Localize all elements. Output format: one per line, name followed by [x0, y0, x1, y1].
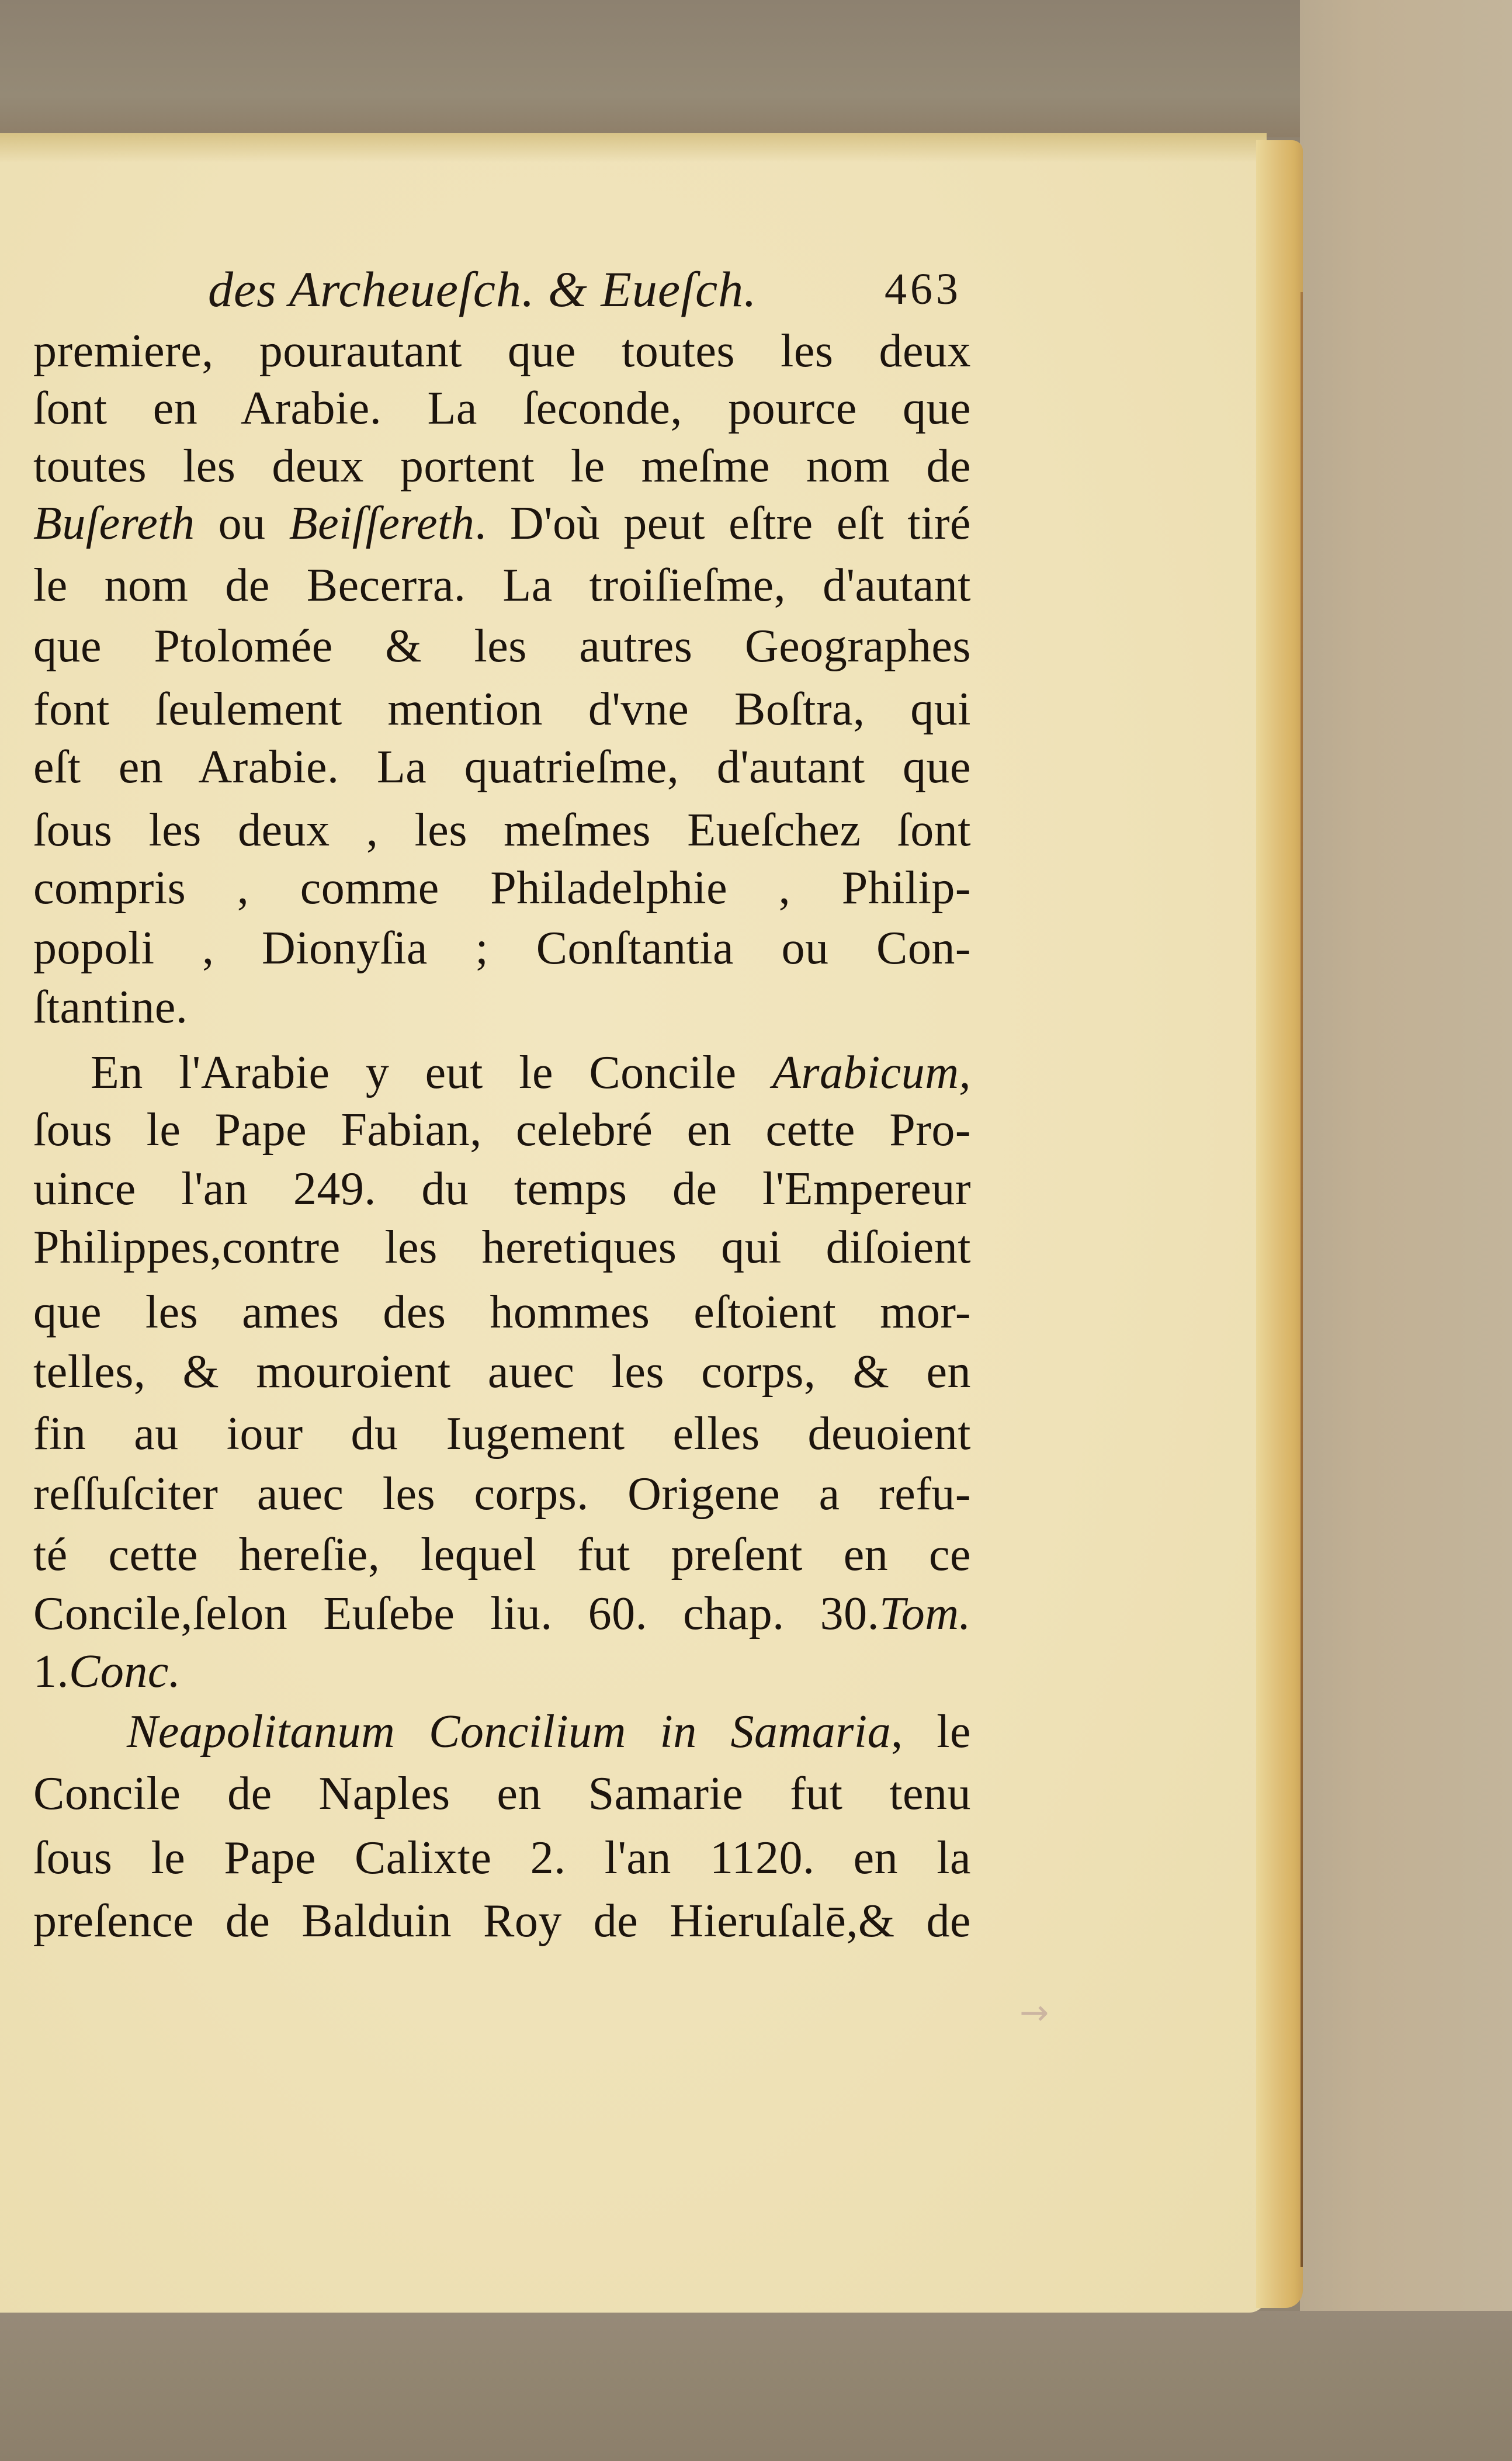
text-run: ſont en Arabie. La ſeconde, pource que: [33, 383, 971, 434]
text-line: [33, 1829, 971, 1887]
text-line: [33, 978, 971, 1037]
italic-text: Arabicum,: [772, 1047, 971, 1098]
running-header: [208, 254, 962, 324]
text-line: [33, 617, 971, 675]
text-run: ſous les deux , les meſmes Eueſchez ſont: [33, 805, 971, 856]
text-run: telles, & mouroient auec les corps, & en: [33, 1346, 971, 1398]
table-surface-top: [0, 0, 1512, 137]
text-line: [33, 1765, 971, 1823]
running-head-title: des Archeueſch. & Eueſch.: [208, 261, 757, 317]
text-run: popoli , Dionyſia ; Conſtantia ou Con-: [33, 923, 971, 974]
text-line: [33, 1405, 971, 1463]
text-line: [33, 919, 971, 978]
text-run: 1.: [33, 1646, 69, 1697]
ink-smudge-mark: →: [1019, 1992, 1049, 2033]
text-run: le nom de Becerra. La troiſieſme, d'autant: [33, 560, 971, 611]
page-number: 463: [885, 265, 962, 314]
text-line: [33, 1465, 971, 1523]
text-run: premiere, pourautant que toutes les deux: [33, 325, 971, 377]
text-line: [33, 1343, 971, 1401]
text-run: toutes les deux portent le meſme nom de: [33, 441, 971, 492]
text-line: [33, 437, 971, 495]
text-run: compris , comme Philadelphie , Philip-: [33, 862, 971, 914]
text-line: [33, 1101, 971, 1159]
text-run: que Ptolomée & les autres Geographes: [33, 621, 971, 672]
text-run: fin au iour du Iugement elles deuoient: [33, 1408, 971, 1460]
table-surface-bottom: [0, 2311, 1512, 2461]
text-line: [33, 1526, 971, 1584]
text-run: Philippes,contre les heretiques qui diſoient: [33, 1222, 971, 1273]
text-run: Concile de Naples en Samarie fut tenu: [33, 1768, 971, 1819]
text-line: [33, 801, 971, 859]
text-line: [33, 1283, 971, 1342]
italic-text: Tom.: [879, 1588, 971, 1639]
text-run: eſt en Arabie. La quatrieſme, d'autant que: [33, 741, 971, 793]
text-run: , le: [891, 1706, 972, 1758]
text-line: [91, 1044, 971, 1102]
italic-text: Neapolitanum Concilium in Samaria: [127, 1706, 892, 1758]
italic-text: Beiſſereth: [289, 498, 475, 549]
text-run: . D'où peut eſtre eſt tiré: [474, 498, 972, 549]
text-line: [33, 1160, 971, 1218]
text-run: Concile,ſelon Euſebe liu. 60. chap. 30.: [33, 1588, 880, 1639]
text-line: [33, 1585, 971, 1643]
text-run: uince l'an 249. du temps de l'Empereur: [33, 1163, 971, 1215]
text-line: [127, 1703, 971, 1761]
text-run: font ſeulement mention d'vne Boſtra, qui: [33, 684, 971, 735]
text-line: [33, 379, 971, 438]
text-run: preſence de Balduin Roy de Hieruſalē,& de: [33, 1895, 971, 1947]
text-line: [33, 859, 971, 917]
table-surface-right: [1300, 0, 1512, 2461]
text-run: ou: [195, 498, 289, 549]
text-line: [33, 494, 971, 553]
text-run: ſous le Pape Fabian, celebré en cette Pro-: [33, 1104, 971, 1156]
text-line: [33, 1642, 971, 1701]
page-fore-edge: [1256, 140, 1303, 2308]
text-line: [33, 738, 971, 796]
text-run: ſous le Pape Calixte 2. l'an 1120. en la: [33, 1832, 971, 1884]
text-run: té cette hereſie, lequel fut preſent en ce: [33, 1529, 971, 1580]
italic-text: Buſereth: [33, 498, 195, 549]
text-run: ſtantine.: [33, 982, 188, 1033]
text-line: [33, 556, 971, 615]
text-run: En l'Arabie y eut le Concile: [91, 1047, 772, 1098]
text-line: [33, 322, 971, 380]
page-top-edge: [0, 133, 1267, 162]
fore-edge-line: [1301, 292, 1303, 2267]
text-line: [33, 680, 971, 739]
text-run: reſſuſciter auec les corps. Origene a refu-: [33, 1468, 971, 1520]
text-run: que les ames des hommes eſtoient mor-: [33, 1287, 971, 1338]
text-line: [33, 1892, 971, 1950]
italic-text: Conc.: [69, 1646, 181, 1697]
text-line: [33, 1218, 971, 1277]
